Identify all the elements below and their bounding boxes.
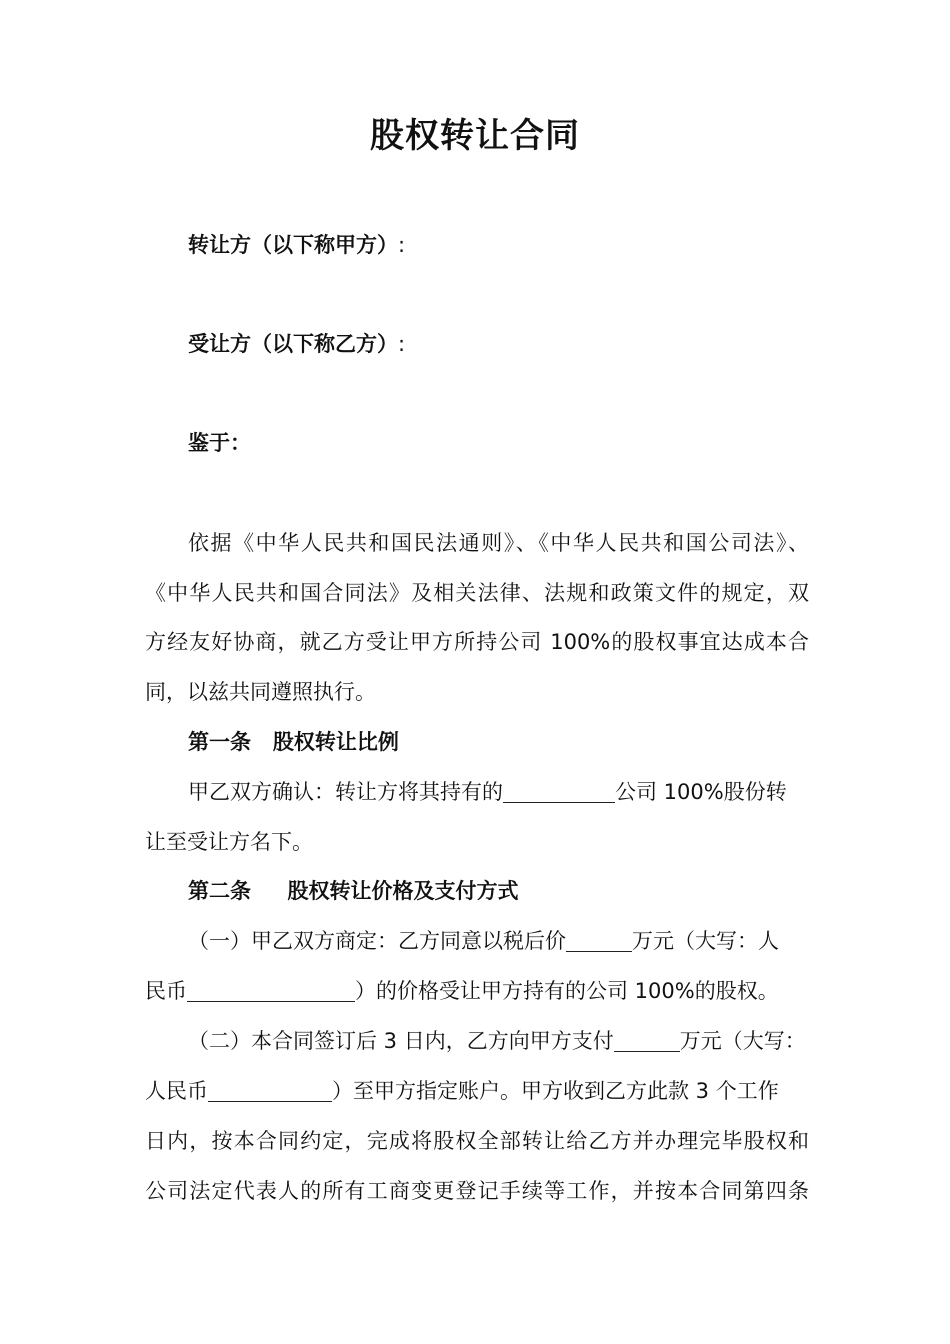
p1-text-b: 万元（大写：人 [632, 929, 779, 953]
article1-line-2: 让至受让方名下。 [145, 830, 313, 854]
preamble-line-4: 同，以兹共同遵照执行。 [145, 680, 376, 704]
transferee-line [188, 329, 809, 359]
article2-p2-line-2 [145, 1076, 809, 1106]
transferor-line [188, 230, 809, 260]
article2-p2-line-4: 公司法定代表人的所有工商变更登记手续等工作，并按本合同第四条 [145, 1179, 809, 1203]
article1-text-b: 公司 100%股份转 [615, 780, 787, 804]
article2-p2-line-1 [188, 1026, 809, 1056]
preamble-line-3: 方经友好协商，就乙方受让甲方所持公司 100%的股权事宜达成本合 [145, 630, 809, 654]
p1-text-a: （一）甲乙双方商定：乙方同意以税后价 [188, 929, 566, 953]
p1-line2-text-b: ）的价格受让甲方持有的公司 100%的股权。 [355, 979, 779, 1003]
transferee-colon: : [398, 332, 406, 356]
p2-text-a: （二）本合同签订后 3 日内，乙方向甲方支付 [188, 1029, 614, 1053]
article2-p1-line-1 [188, 926, 809, 956]
p2-line2-text-b: ）至甲方指定账户。甲方收到乙方此款 3 个工作 [332, 1079, 779, 1103]
p1-line2-text-a: 民币 [145, 979, 187, 1003]
document-title: 股权转让合同 [370, 116, 580, 156]
company-name-blank [503, 778, 615, 803]
article1-heading: 第一条 股权转让比例 [188, 730, 399, 754]
p2-text-b: 万元（大写： [679, 1029, 806, 1053]
transferee-label: 受让方（以下称乙方） [188, 332, 398, 356]
article1-line-1 [188, 777, 809, 807]
whereas-heading: 鉴于： [188, 431, 251, 455]
price-amount-blank [566, 927, 632, 952]
article1-text-a: 甲乙双方确认：转让方将其持有的 [188, 780, 503, 804]
preamble-line-1: 依据《中华人民共和国民法通则》、《中华人民共和国公司法》、 [188, 531, 809, 555]
article2-p2-line-3: 日内，按本合同约定，完成将股权全部转让给乙方并办理完毕股权和 [145, 1129, 809, 1153]
transferor-colon: : [398, 233, 406, 257]
payment-amount-blank [614, 1027, 680, 1052]
payment-words-blank [208, 1077, 332, 1102]
article2-p1-line-2 [145, 976, 809, 1006]
price-words-blank [187, 977, 355, 1002]
p2-line2-text-a: 人民币 [145, 1079, 208, 1103]
transferor-label: 转让方（以下称甲方） [188, 233, 398, 257]
article2-heading: 第二条 股权转让价格及支付方式 [188, 879, 519, 903]
preamble-line-2: 《中华人民共和国合同法》及相关法律、法规和政策文件的规定，双 [145, 581, 809, 605]
